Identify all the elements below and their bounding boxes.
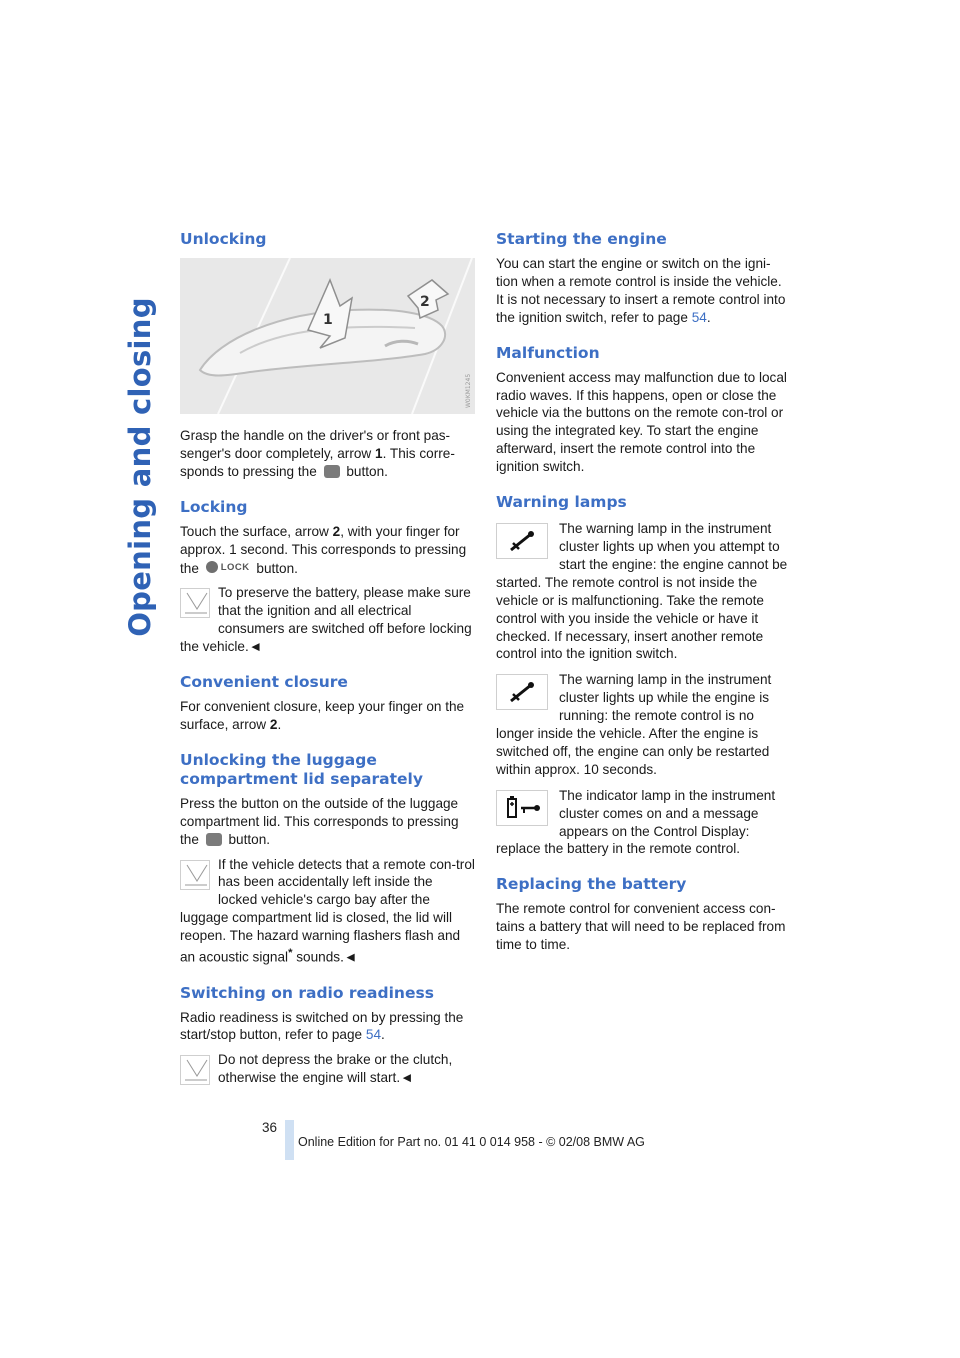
note-arrow-icon <box>180 1055 210 1085</box>
arrow-2-label: 2 <box>420 294 430 310</box>
luggage-text: Press the button on the outside of the luggage compartment lid. This corresponds to pressing the button. <box>180 795 459 847</box>
section-radio-readiness <box>180 984 475 1088</box>
section-unlocking <box>180 230 475 481</box>
section-replacing-battery <box>496 875 791 954</box>
heading-malfunction: Malfunction <box>496 343 600 362</box>
unlocking-text: Grasp the handle on the driver's or front pas-senger's door completely, arrow 1. This corre-sponds to pressing the button. <box>180 428 455 479</box>
key-warning-icon <box>496 523 548 559</box>
lock-button-icon: LOCK <box>206 559 250 577</box>
trunk-button-icon <box>206 833 222 846</box>
heading-warning-lamps: Warning lamps <box>496 493 627 512</box>
note-arrow-icon <box>180 860 210 890</box>
radio-note: Do not depress the brake or the clutch, otherwise the engine will start.◄ <box>180 1051 475 1087</box>
page-number: 36 <box>262 1120 278 1135</box>
note-arrow-icon <box>180 588 210 618</box>
left-column <box>180 230 475 1087</box>
battery-key-icon <box>496 790 548 826</box>
heading-radio-readiness: Switching on radio readiness <box>180 983 434 1002</box>
radio-text: Radio readiness is switched on by pressing the start/stop button, refer to page 54. <box>180 1009 464 1043</box>
luggage-note: If the vehicle detects that a remote con-trol has been accidentally left inside the locked vehicle's cargo bay after the luggage compartment lid is closed, the lid will reopen. The hazard warning flashers flash and an acoustic signal* sounds.◄ <box>180 856 475 965</box>
locking-text: Touch the surface, arrow 2, with your finger for approx. 1 second. This corresponds to pressing the LOCK button. <box>180 523 467 576</box>
warning-lamp-3: The indicator lamp in the instrument cluster comes on and a message appears on the Control Display: replace the battery in the remote control. <box>496 787 776 857</box>
heading-convenient-closure: Convenient closure <box>180 673 348 692</box>
footer-accent-bar <box>285 1120 294 1160</box>
heading-luggage-compartment: Unlocking the luggage compartment lid separately <box>180 750 423 788</box>
locking-note: To preserve the battery, please make sure that the ignition and all electrical consumers are switched off before locking the vehicle.◄ <box>180 585 472 655</box>
section-locking <box>180 498 475 656</box>
heading-locking: Locking <box>180 497 248 516</box>
warning-lamp-1: The warning lamp in the instrument cluster lights up when you attempt to start the engine: the engine cannot be started. The remote control is not inside the vehicle or is malfunctioning. Take the remote control with you inside the vehicle or have it checked. If necessary, insert another remote control into the ignition switch. <box>496 521 788 662</box>
footer-edition: Online Edition for Part no. 01 41 0 014 958 - © 02/08 BMW AG <box>298 1135 645 1149</box>
page-link[interactable]: 54 <box>691 309 707 325</box>
section-starting-engine <box>496 230 791 327</box>
section-convenient-closure <box>180 673 475 734</box>
section-warning-lamps <box>496 493 791 858</box>
arrow-1-label: 1 <box>323 312 333 328</box>
starting-text: You can start the engine or switch on the igni-tion when a remote control is inside the vehicle. It is not necessary to insert a remote control into the ignition switch, refer to page 54. <box>496 256 786 325</box>
closure-text: For convenient closure, keep your finger on the surface, arrow 2. <box>180 699 465 732</box>
heading-replacing-battery: Replacing the battery <box>496 875 687 894</box>
key-warning-icon <box>496 674 548 710</box>
heading-unlocking: Unlocking <box>180 230 267 248</box>
door-handle-figure <box>180 258 475 414</box>
figure-code: W0KM1245 <box>465 373 472 408</box>
unlock-button-icon <box>324 465 340 478</box>
section-luggage-compartment <box>180 751 475 967</box>
battery-text: The remote control for convenient access con-tains a battery that will need to be replaced from time to time. <box>496 901 786 953</box>
heading-starting-engine: Starting the engine <box>496 230 667 248</box>
malfunction-text: Convenient access may malfunction due to local radio waves. If this happens, open or close the vehicle via the buttons on the remote con-trol or using the integrated key. To start the engine afterward, insert the remote control into the ignition switch. <box>496 369 787 475</box>
section-malfunction <box>496 344 791 476</box>
door-handle-illustration <box>180 258 475 414</box>
warning-lamp-2: The warning lamp in the instrument cluster lights up while the engine is running: the remote control is no longer inside the vehicle. After the engine is switched off, the engine can only be restarted within approx. 10 seconds. <box>496 672 772 777</box>
chapter-side-title <box>118 232 162 702</box>
page-link[interactable]: 54 <box>365 1027 382 1043</box>
chapter-title-text: Opening and closing <box>123 297 158 637</box>
right-column <box>496 230 791 954</box>
